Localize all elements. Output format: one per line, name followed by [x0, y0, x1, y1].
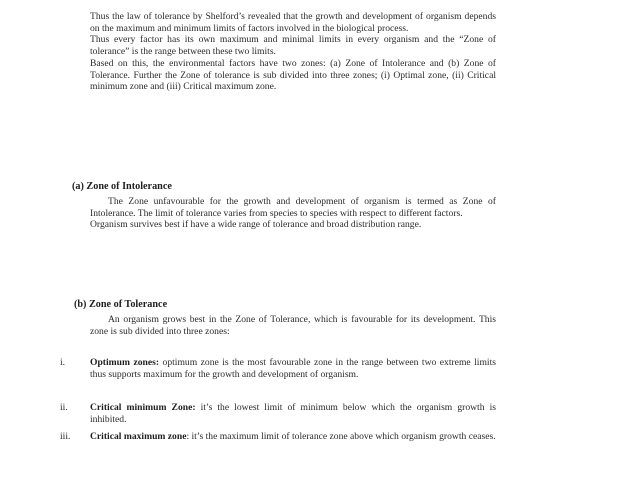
section-b-heading: (b) Zone of Tolerance [74, 299, 168, 310]
section-a-heading: (a) Zone of Intolerance [72, 181, 172, 192]
list-term: Critical minimum Zone: [90, 402, 196, 413]
list-number: iii. [60, 431, 71, 442]
section-a-body [90, 196, 496, 231]
section-a-paragraph-2: Organism survives best if have a wide range of tolerance and broad distribution range. [90, 219, 422, 231]
list-text: : it’s the maximum limit of tolerance zone above which organism growth ceases. [186, 431, 496, 442]
intro-paragraph-2: Thus every factor has its own maximum and minimal limits in every organism and the “Zone of tolerance” is the range between these two limits. [90, 34, 496, 58]
section-b-body [90, 314, 496, 337]
intro-text [90, 11, 496, 93]
list-term: Critical maximum zone [90, 431, 187, 442]
intro-paragraph-1: Thus the law of tolerance by Shelford’s revealed that the growth and development of organism depends on the maximum and minimum limits of factors involved in the biological process. [90, 11, 496, 34]
list-item-body [90, 402, 496, 425]
list-item-body [90, 431, 496, 443]
list-text: it’s the lowest limit of minimum below which the organism growth is inhibited. [90, 402, 496, 425]
section-a-paragraph-1: The Zone unfavourable for the growth and development of organism is termed as Zone of Intolerance. The limit of tolerance varies from species to species with respect to different factors. [90, 196, 496, 219]
list-number: ii. [60, 402, 68, 413]
list-text: optimum zone is the most favourable zone in the range between two extreme limits thus supports maximum for the growth and development of organism. [90, 357, 497, 380]
intro-paragraph-3: Based on this, the environmental factors have two zones: (a) Zone of Intolerance and (b) Zone of Tolerance. Further the Zone of tolerance is sub divided into three zones; (i) Optimal zone, (ii) Critical minimum zone and (iii) Critical maximum zone. [90, 57, 496, 93]
list-item-body [90, 357, 496, 380]
list-number: i. [60, 357, 66, 368]
section-b-paragraph-1: An organism grows best in the Zone of Tolerance, which is favourable for its development. This zone is sub divided into three zones: [90, 314, 496, 337]
list-term: Optimum zones: [90, 357, 160, 368]
